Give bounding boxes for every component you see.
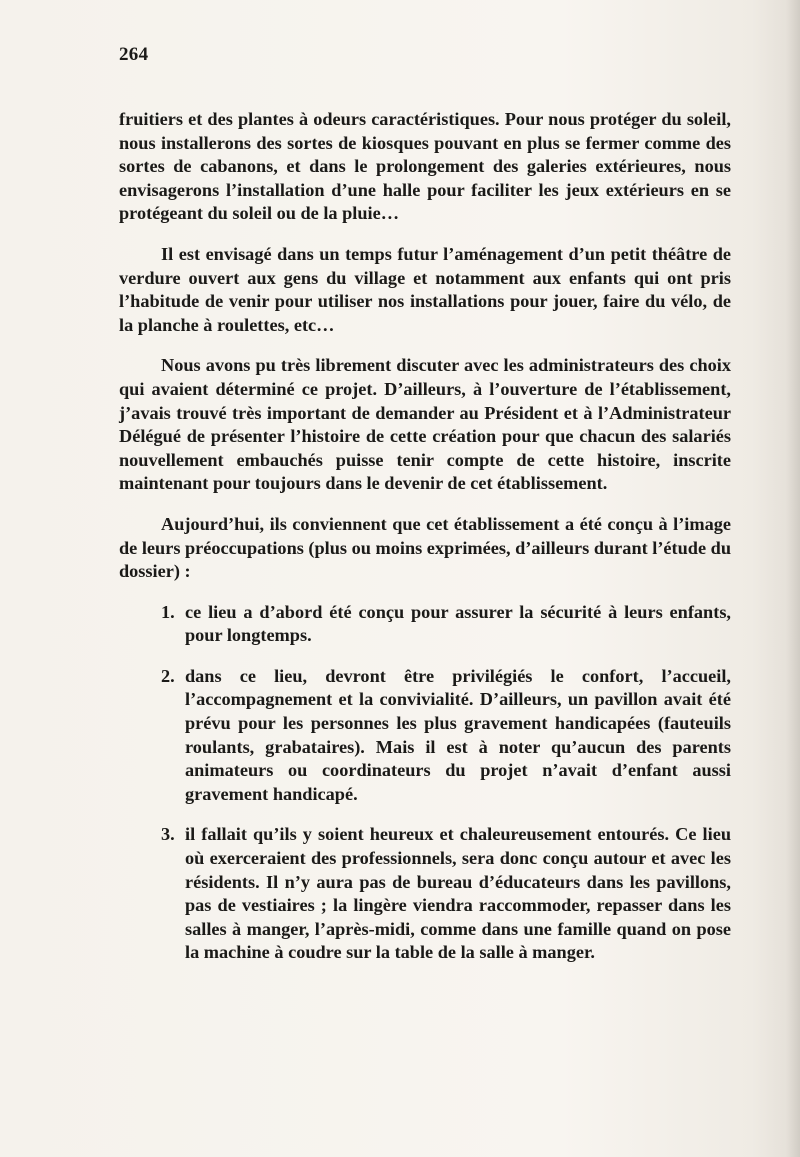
list-item — [161, 665, 731, 807]
list-number: 2. — [161, 665, 175, 686]
paragraph-theatre: Il est envisagé dans un temps futur l’aménagement d’un petit théâtre de verdure ouvert aux gens du village et notamment aux enfants qui ont pris l’habitude de venir pour utiliser nos installations pour jouer, faire du vélo, de la planche à roulettes, etc… — [119, 243, 731, 335]
paragraph-today: Aujourd’hui, ils conviennent que cet établissement a été conçu à l’image de leurs préoccupations (plus ou moins exprimées, d’ailleurs durant l’étude du dossier) : — [119, 513, 731, 582]
list-text: dans ce lieu, devront être privilégiés le confort, l’accueil, l’accompagnement et la convivialité. D’ailleurs, un pavillon avait été prévu pour les personnes les plus gravement handicapées (fauteuils roulants, grabataires). Mais il est à noter qu’aucun des parents animateurs ou coordinateurs du projet n’avait d’enfant aussi gravement handicapé. — [185, 665, 731, 804]
list-item — [161, 601, 731, 648]
paragraph-continuation: fruitiers et des plantes à odeurs caractéristiques. Pour nous protéger du soleil, nous installerons des sortes de kiosques pouvant en plus se fermer comme des sortes de cabanons, et dans le prolongement des galeries extérieures, nous envisagerons l’installation d’une halle pour faciliter les jeux extérieurs en se protégeant du soleil ou de la pluie… — [119, 109, 731, 224]
list-number: 3. — [161, 824, 175, 845]
page-number: 264 — [119, 44, 149, 65]
list-item — [161, 823, 731, 965]
list-text: ce lieu a d’abord été conçu pour assurer la sécurité à leurs enfants, pour longtemps. — [185, 601, 731, 646]
page-edge-shadow — [786, 0, 800, 1157]
list-number: 1. — [161, 601, 175, 622]
page-body — [119, 108, 731, 982]
list-text: il fallait qu’ils y soient heureux et chaleureusement entourés. Ce lieu où exerceraient des professionnels, sera donc conçu autour et avec les résidents. Il n’y aura pas de bureau d’éducateurs dans les pavillons, pas de vestiaires ; la lingère viendra raccommoder, repasser dans les salles à manger, l’après-midi, comme dans une famille quand on pose la machine à coudre sur la table de la salle à manger. — [185, 824, 731, 963]
paragraph-administrators: Nous avons pu très librement discuter avec les administrateurs des choix qui avaient déterminé ce projet. D’ailleurs, à l’ouverture de l’établissement, j’avais trouvé très important de demander au Président et à l’Administrateur Délégué de présenter l’histoire de cette création pour que chacun des salariés nouvellement embauchés puisse tenir compte de cette histoire, inscrite maintenant pour toujours dans le devenir de cet établissement. — [119, 355, 731, 494]
